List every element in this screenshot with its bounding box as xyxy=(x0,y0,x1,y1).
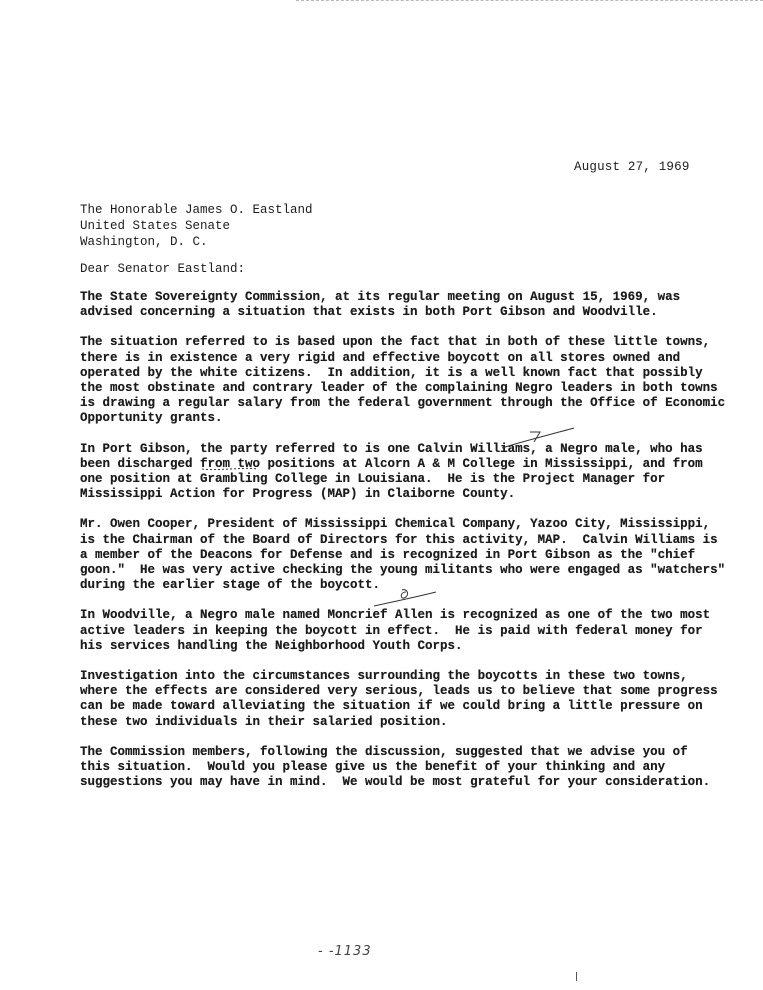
text-line: goon." He was very active checking the young militants who were engaged as "watchers" xyxy=(80,563,726,578)
top-edge-dots xyxy=(296,0,763,3)
text-line: The Commission members, following the discussion, suggested that we advise you of xyxy=(80,744,688,759)
text-line: Mississippi Action for Progress (MAP) in Claiborne County. xyxy=(80,487,516,502)
text-line: In Port Gibson, the party referred to is one Calvin Williams, a Negro male, who has xyxy=(80,441,703,456)
text-line: In Woodville, a Negro male named Moncrief Allen is recognized as one of the two most xyxy=(80,608,711,623)
text-line: can be made toward alleviating the situation if we could bring a little pressure on xyxy=(80,699,703,714)
paragraph xyxy=(80,442,726,503)
text-line: during the earlier stage of the boycott. xyxy=(80,578,381,593)
underline-mark xyxy=(200,466,260,472)
text-line: a member of the Deacons for Defense and is recognized in Port Gibson as the "chief xyxy=(80,547,696,562)
letter-body xyxy=(80,290,726,805)
address-line: United States Senate xyxy=(80,219,231,233)
address-line: Washington, D. C. xyxy=(80,235,208,249)
paragraph xyxy=(80,517,726,593)
bottom-tick-mark xyxy=(576,972,577,981)
address-line: The Honorable James O. Eastland xyxy=(80,203,313,217)
text-line: there is in existence a very rigid and effective boycott on all stores owned and xyxy=(80,350,681,365)
text-line: active leaders in keeping the boycott in effect. He is paid with federal money for xyxy=(80,623,703,638)
text-line: is drawing a regular salary from the federal government through the Office of Economic xyxy=(80,396,726,411)
paragraph xyxy=(80,335,726,426)
handwritten-mark-allen xyxy=(372,586,442,612)
text-line: Investigation into the circumstances surrounding the boycotts in these two towns, xyxy=(80,669,688,684)
text-line: the most obstinate and contrary leader of the complaining Negro leaders in both towns xyxy=(80,381,718,396)
text-line: this situation. Would you please give us the benefit of your thinking and any xyxy=(80,760,666,775)
text-line: advised concerning a situation that exists in both Port Gibson and Woodville. xyxy=(80,305,658,320)
text-line: is the Chairman of the Board of Directors for this activity, MAP. Calvin Williams is xyxy=(80,532,718,547)
text-line: The State Sovereignty Commission, at its regular meeting on August 15, 1969, was xyxy=(80,290,681,304)
text-line: Opportunity grants. xyxy=(80,411,223,426)
text-line: The situation referred to is based upon the fact that in both of these little towns, xyxy=(80,335,711,350)
paragraph xyxy=(80,745,726,791)
text-line: Mr. Owen Cooper, President of Mississippi Chemical Company, Yazoo City, Mississippi, xyxy=(80,517,711,532)
text-line: suggestions you may have in mind. We would be most grateful for your consideration. xyxy=(80,775,711,790)
text-line: his services handling the Neighborhood Youth Corps. xyxy=(80,638,463,653)
text-line: operated by the white citizens. In addition, it is a well known fact that possibly xyxy=(80,365,703,380)
text-line: these two individuals in their salaried position. xyxy=(80,714,448,729)
paragraph xyxy=(80,608,726,654)
page-file-mark: - -1133 xyxy=(318,944,372,959)
handwritten-mark-williams xyxy=(500,424,580,454)
paragraph xyxy=(80,669,726,730)
recipient-address xyxy=(80,202,313,250)
text-line: where the effects are considered very serious, leads us to believe that some progress xyxy=(80,684,718,699)
text-line: one position at Grambling College in Louisiana. He is the Project Manager for xyxy=(80,472,666,487)
letter-date: August 27, 1969 xyxy=(574,160,690,174)
paragraph xyxy=(80,290,726,320)
salutation: Dear Senator Eastland: xyxy=(80,262,246,276)
text-line: been discharged from two positions at Alcorn A & M College in Mississippi, and from xyxy=(80,456,703,471)
